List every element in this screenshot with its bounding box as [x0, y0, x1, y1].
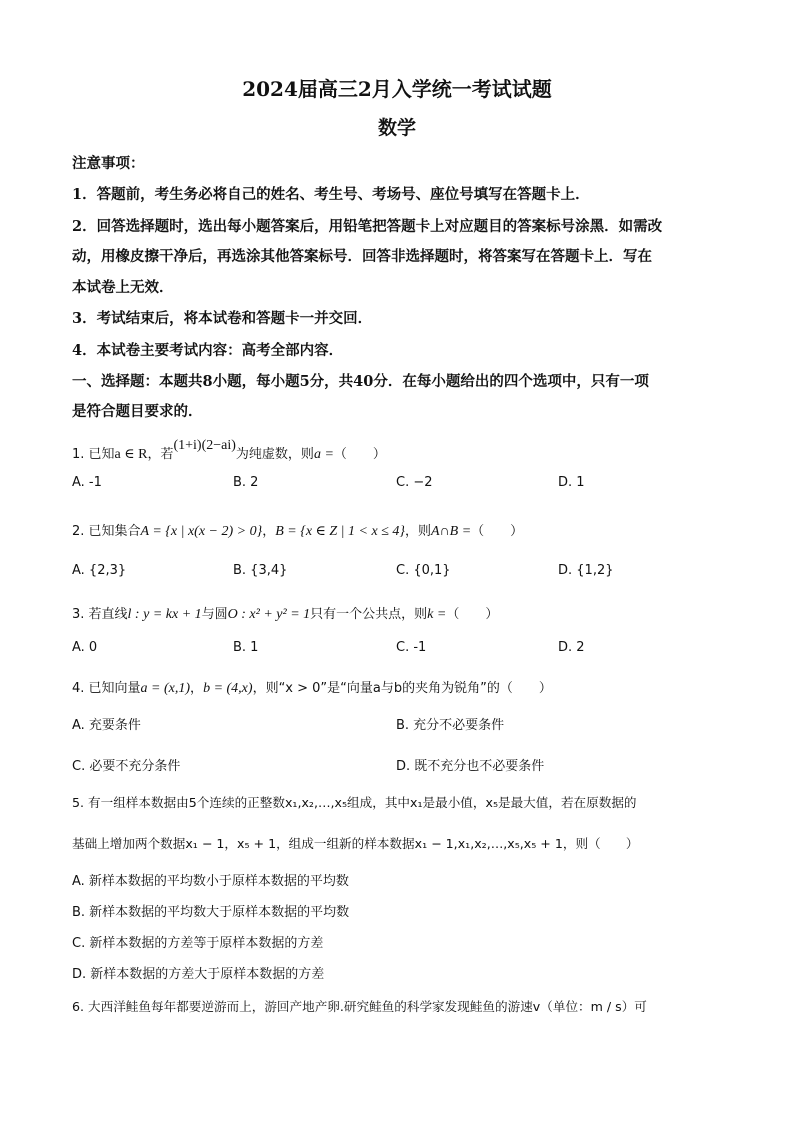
notice-item-2-end: 本试卷上无效． [72, 279, 174, 296]
notice-item-4: 4．本试卷主要考试内容：高考全部内容． [72, 342, 344, 359]
q4-option-d: D. 既不充分也不必要条件 [396, 759, 545, 774]
q5-option-b: B. 新样本数据的平均数大于原样本数据的平均数 [72, 905, 350, 920]
q2-option-c: C. {0,1} [396, 563, 451, 578]
notice-item-3: 3．考试结束后，将本试卷和答题卡一并交回． [72, 310, 373, 327]
q4-option-b: B. 充分不必要条件 [396, 718, 505, 733]
q2-paren: （ ） [471, 524, 524, 539]
question-5-line-2: 基础上增加两个数据x₁ − 1，x₅ + 1，组成一组新的样本数据x₁ − 1,x₁,x₂,…,x₅,x₅ + 1，则（ ） [72, 836, 639, 851]
question-3 [72, 603, 498, 623]
q2-suffix: ，则 [404, 524, 431, 539]
q3-line: l : y = kx + 1 [127, 607, 202, 622]
q1-ask: a = [313, 447, 334, 462]
q2-option-a: A. {2,3} [72, 563, 127, 578]
q2-prefix: 2. 已知集合 [72, 524, 141, 539]
notice-item-2-cont: 动，用橡皮擦干净后，再选涂其他答案标号．回答非选择题时，将答案写在答题卡上．写在 [72, 248, 652, 265]
subject-title: 数学 [377, 117, 416, 139]
q1-option-b: B. 2 [233, 475, 259, 490]
q3-option-a: A. 0 [72, 640, 98, 655]
q4-vector-b: b = (4,x) [203, 681, 253, 696]
q1-expr: (1+i)(2−ai) [173, 438, 236, 453]
q3-option-d: D. 2 [558, 640, 585, 655]
q1-option-c: C. −2 [396, 475, 433, 490]
question-1 [72, 438, 386, 463]
section-heading: 一、选择题：本题共8小题，每小题5分，共40分．在每小题给出的四个选项中，只有一项 [72, 373, 649, 390]
q3-paren: （ ） [446, 607, 499, 622]
q2-option-b: B. {3,4} [233, 563, 288, 578]
q5-option-d: D. 新样本数据的方差大于原样本数据的方差 [72, 967, 325, 982]
q3-ask: k = [427, 607, 447, 622]
q1-paren: （ ） [333, 447, 386, 462]
q3-circle: O : x² + y² = 1 [227, 607, 311, 622]
q2-option-d: D. {1,2} [558, 563, 614, 578]
q3-suffix: 只有一个公共点，则 [310, 607, 428, 622]
q4-vector-a: a = (x,1) [140, 681, 191, 696]
q4-option-c: C. 必要不充分条件 [72, 759, 181, 774]
section-heading-cont: 是符合题目要求的． [72, 403, 203, 420]
q5-option-a: A. 新样本数据的平均数小于原样本数据的平均数 [72, 874, 349, 889]
q1-option-a: A. -1 [72, 475, 102, 490]
exam-title: 2024届高三2月入学统一考试试题 [242, 77, 552, 101]
question-2 [72, 520, 523, 540]
q4-sep: ， [190, 681, 204, 696]
q2-sep: ， [262, 524, 276, 539]
notice-item-2: 2．回答选择题时，选出每小题答案后，用铅笔把答题卡上对应题目的答案标号涂黑．如需改 [72, 218, 663, 235]
q1-prefix: 1. 已知 [72, 447, 115, 462]
q5-option-c: C. 新样本数据的方差等于原样本数据的方差 [72, 936, 324, 951]
question-4 [72, 677, 552, 697]
q2-set-b: B = {x ∈ Z | 1 < x ≤ 4} [275, 524, 405, 539]
q3-prefix: 3. 若直线 [72, 607, 128, 622]
notice-item-1: 1．答题前，考生务必将自己的姓名、考生号、考场号、座位号填写在答题卡上． [72, 186, 590, 203]
q4-prefix: 4. 已知向量 [72, 681, 141, 696]
q2-set-a: A = {x | x(x − 2) > 0} [140, 524, 263, 539]
q1-suffix: 为纯虚数，则 [235, 447, 314, 462]
q3-option-b: B. 1 [233, 640, 259, 655]
q4-text: ，则“x > 0”是“向量a与b的夹角为锐角”的（ ） [252, 681, 552, 696]
question-5-line-1: 5. 有一组样本数据由5个连续的正整数x₁,x₂,…,x₅组成，其中x₁是最小值，x₅是最大值，若在原数据的 [72, 795, 637, 810]
question-6-line-1: 6. 大西洋鲑鱼每年都要逆游而上，游回产地产卵.研究鲑鱼的科学家发现鲑鱼的游速v（单位：m / s）可 [72, 999, 647, 1014]
q1-cond: a ∈ R [114, 447, 148, 462]
q3-option-c: C. -1 [396, 640, 427, 655]
q2-ask: A∩B = [431, 524, 472, 539]
q3-mid: 与圆 [201, 607, 228, 622]
q4-option-a: A. 充要条件 [72, 718, 141, 733]
q1-mid: ，若 [147, 447, 174, 462]
notice-heading: 注意事项： [72, 155, 145, 172]
q1-option-d: D. 1 [558, 475, 585, 490]
